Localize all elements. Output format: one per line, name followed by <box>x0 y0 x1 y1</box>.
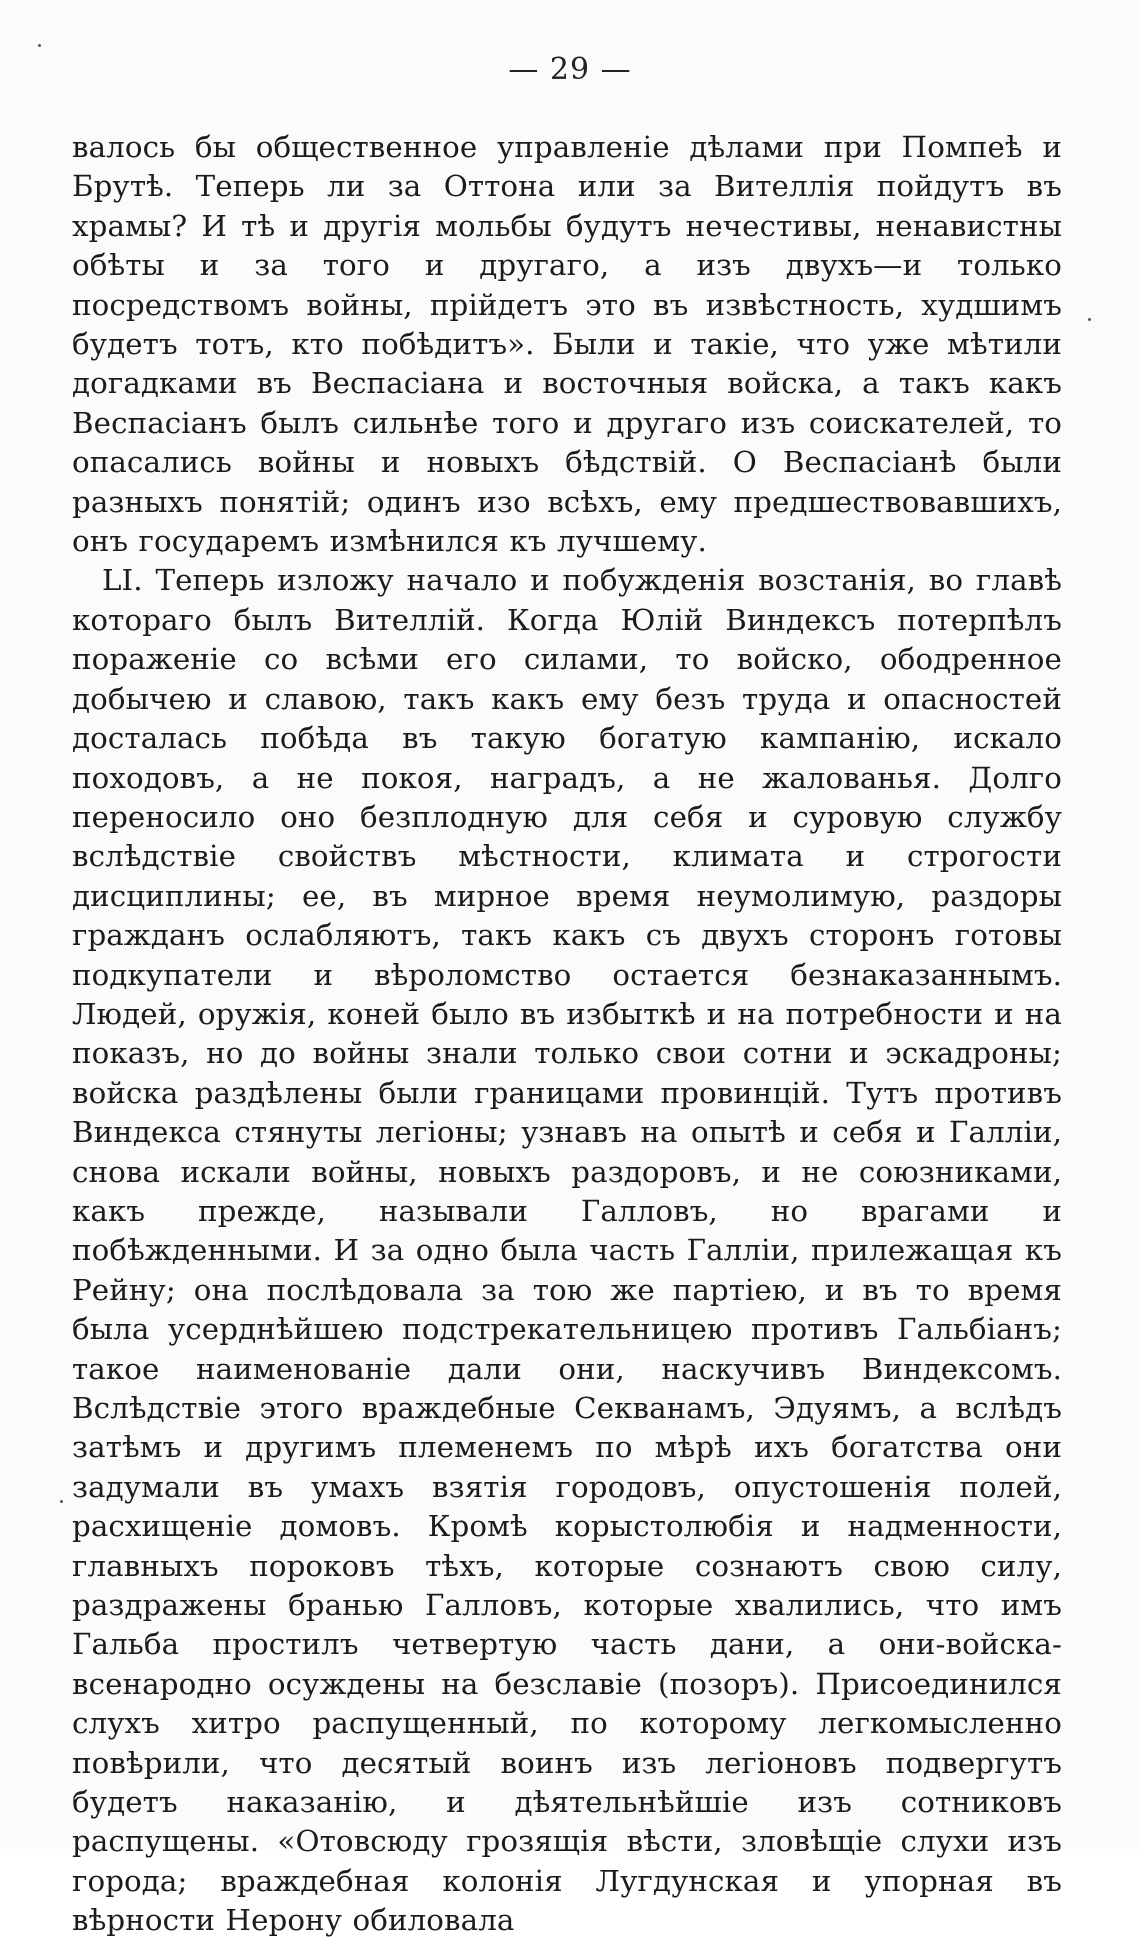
page-number: — 29 — <box>508 52 632 87</box>
body-text <box>72 128 1062 1941</box>
paragraph-chapter-51: LI. Теперь изложу начало и побужденія возстанія, во главѣ котораго былъ Вителлій. Когда Юлій Виндексъ потерпѣлъ пораженіе со всѣми его силами, то войско, ободренное добычею и славою, такъ какъ ему безъ труда и опасностей досталась побѣда въ такую богатую кампанію, искало походовъ, а не покоя, наградъ, а не жалованья. Долго переносило оно безплодную для себя и суровую службу вслѣдствіе свойствъ мѣстности, климата и строгости дисциплины; ее, въ мирное время неумолимую, раздоры гражданъ ослабляютъ, такъ какъ съ двухъ сторонъ готовы подкупатели и вѣроломство остается безнаказаннымъ. Людей, оружія, коней было въ избыткѣ и на потребности и на показъ, но до войны знали только свои сотни и эскадроны; войска раздѣлены были границами провинцій. Тутъ противъ Виндекса стянуты легіоны; узнавъ на опытѣ и себя и Галліи, снова искали войны, новыхъ раздоровъ, и не союзниками, какъ прежде, называли Галловъ, но врагами и побѣжденными. И за одно была часть Галліи, прилежащая къ Рейну; она послѣдовала за тою же партіею, и въ то время была усерднѣйшею подстрекательницею противъ Гальбіанъ; такое наименованіе дали они, наскучивъ Виндексомъ. Вслѣдствіе этого враждебные Секванамъ, Эдуямъ, а вслѣдъ затѣмъ и другимъ племенемъ по мѣрѣ ихъ богатства они задумали въ умахъ взятія городовъ, опустошенія полей, расхищеніе домовъ. Кромѣ корыстолюбія и надменности, главныхъ пороковъ тѣхъ, которые сознаютъ свою силу, раздражены бранью Галловъ, которые хвалились, что имъ Гальба простилъ четвертую часть дани, а они-войска-всенародно осуждены на безславіе (позоръ). Присоединился слухъ хитро распущенный, по которому легкомысленно повѣрили, что десятый воинъ изъ легіоновъ подвергутъ будетъ наказанію, и дѣятельнѣйшіе изъ сотниковъ распущены. «Отовсюду грозящія вѣсти, зловѣщіе слухи изъ города; враждебная колонія Лугдунская и упорная въ вѣрности Нерону обиловала <box>72 563 1062 1938</box>
scan-speck <box>38 44 41 47</box>
scan-speck <box>60 1500 63 1503</box>
scan-speck <box>1088 318 1091 321</box>
paragraph-continued: валось бы общественное управленіе дѣлами при Помпеѣ и Брутѣ. Теперь ли за Оттона или за Вителлія пойдутъ въ храмы? И тѣ и другія мольбы будутъ нечестивы, ненавистны обѣты и за того и другаго, а изъ двухъ—и только посредствомъ войны, прійдетъ это въ извѣстность, худшимъ будетъ тотъ, кто побѣдитъ». Были и такіе, что уже мѣтили догадками въ Веспасіана и восточныя войска, а такъ какъ Веспасіанъ былъ сильнѣе того и другаго изъ соискателей, то опасались войны и новыхъ бѣдствій. О Веспасіанѣ были разныхъ понятій; одинъ изо всѣхъ, ему предшествовавшихъ, онъ государемъ измѣнился къ лучшему. <box>72 130 1062 559</box>
